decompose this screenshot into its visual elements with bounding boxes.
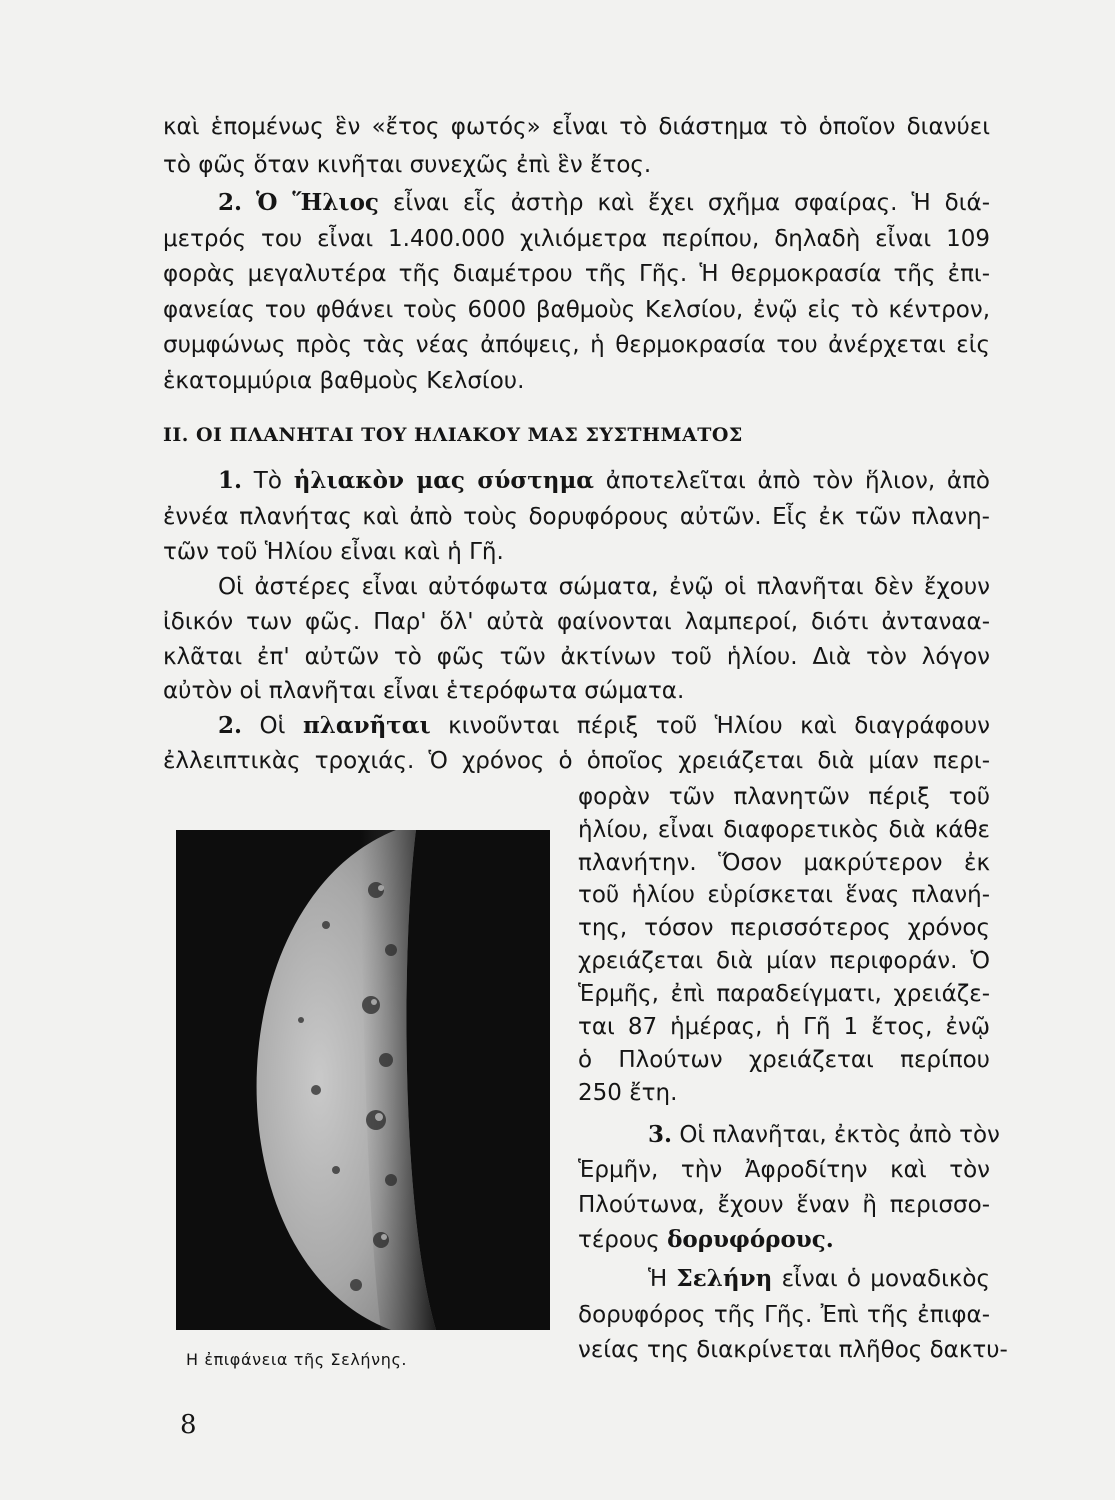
text-line: δορυφόρος τῆς Γῆς. Ἐπὶ τῆς ἐπιφα- bbox=[578, 1302, 990, 1328]
text-line: ἑκατομμύρια βαθμοὺς Κελσίου. bbox=[163, 368, 525, 394]
text-line: Ἑρμῆς, ἐπὶ παραδείγματι, χρειάζε- bbox=[578, 981, 990, 1007]
moon-paragraph-first-line bbox=[648, 1264, 990, 1294]
text-line: της, τόσον περισσότερος χρόνος bbox=[578, 915, 990, 941]
text-line: φορὰς μεγαλυτέρα τῆς διαμέτρου τῆς Γῆς. Ἡ θερμοκρασία τῆς ἐπι- bbox=[163, 261, 990, 287]
moon-photo bbox=[176, 830, 550, 1330]
section-number: 3. bbox=[648, 1121, 673, 1148]
planets-term: πλανῆται bbox=[302, 712, 431, 739]
text-line: φορὰν τῶν πλανητῶν πέριξ τοῦ bbox=[578, 784, 990, 810]
text-line: ἰδικόν των φῶς. Παρ' ὅλ' αὐτὰ φαίνονται λαμπεροί, διότι ἀνταναα- bbox=[163, 609, 990, 635]
section-heading: II. ΟΙ ΠΛΑΝΗΤΑΙ ΤΟΥ ΗΛΙΑΚΟΥ ΜΑΣ ΣΥΣΤΗΜΑΤΟΣ bbox=[163, 424, 743, 446]
text-span: τέρους bbox=[578, 1227, 660, 1253]
text-line: φανείας του φθάνει τοὺς 6000 βαθμοὺς Κελσίου, ἐνῷ εἰς τὸ κέντρον, bbox=[163, 297, 990, 323]
solar-system-term: ἡλιακὸν μας σύστημα bbox=[293, 467, 595, 494]
text-line: ὁ Πλούτων χρειάζεται περίπου bbox=[578, 1047, 990, 1073]
text-span: ἀποτελεῖται ἀπὸ τὸν ἥλιον, ἀπὸ bbox=[605, 468, 991, 494]
sun-term: Ὁ Ἥλιος bbox=[256, 189, 379, 216]
satellites-term: δορυφόρους. bbox=[667, 1226, 834, 1253]
text-line: Οἱ ἀστέρες εἶναι αὐτόφωτα σώματα, ἐνῷ οἱ πλανῆται δὲν ἔχουν bbox=[218, 574, 990, 600]
text-line bbox=[578, 1225, 990, 1255]
moon-illustration bbox=[176, 830, 550, 1330]
text-line: Πλούτωνα, ἔχουν ἕναν ἢ περισσο- bbox=[578, 1192, 990, 1218]
text-line: Ἑρμῆν, τὴν Ἀφροδίτην καὶ τὸν bbox=[578, 1157, 990, 1183]
figure-caption: Η ἐπιφάνεια τῆς Σελήνης. bbox=[186, 1350, 408, 1369]
text-line: μετρός του εἶναι 1.400.000 χιλιόμετρα περίπου, δηλαδὴ εἶναι 109 bbox=[163, 226, 990, 252]
text-span: Τὸ bbox=[253, 468, 282, 494]
text-span: Οἱ bbox=[259, 713, 286, 739]
text-line: νείας της διακρίνεται πλῆθος δακτυ- bbox=[578, 1337, 1008, 1363]
text-line: χρειάζεται διὰ μίαν περιφοράν. Ὁ bbox=[578, 948, 990, 974]
section-number: 2. bbox=[218, 712, 243, 739]
section-number: 2. bbox=[218, 189, 243, 216]
page-number: 8 bbox=[180, 1410, 197, 1440]
text-span: εἶναι ὁ μοναδικὸς bbox=[781, 1266, 991, 1292]
text-line: καὶ ἑπομένως ἓν «ἔτος φωτός» εἶναι τὸ διάστημα τὸ ὁποῖον διανύει bbox=[163, 114, 990, 140]
text-line: τοῦ ἡλίου εὑρίσκεται ἕνας πλανή- bbox=[578, 882, 990, 908]
solar-system-paragraph-first-line bbox=[218, 466, 990, 496]
section-number: 1. bbox=[218, 467, 243, 494]
text-line: τῶν τοῦ Ἡλίου εἶναι καὶ ἡ Γῆ. bbox=[163, 539, 504, 565]
text-span: κινοῦνται πέριξ τοῦ Ἡλίου καὶ διαγράφουν bbox=[448, 713, 990, 739]
sun-paragraph-first-line bbox=[218, 188, 990, 218]
text-span: Οἱ πλανῆται, ἐκτὸς ἀπὸ τὸν bbox=[679, 1122, 1000, 1148]
text-line: ἐλλειπτικὰς τροχιάς. Ὁ χρόνος ὁ ὁποῖος χρειάζεται διὰ μίαν περι- bbox=[163, 748, 990, 774]
text-line: ται 87 ἡμέρας, ἡ Γῆ 1 ἔτος, ἐνῷ bbox=[578, 1014, 990, 1040]
moon-term: Σελήνη bbox=[676, 1265, 773, 1292]
planets-paragraph-first-line bbox=[218, 711, 990, 741]
satellites-paragraph-first-line bbox=[648, 1120, 1000, 1150]
text-line: πλανήτην. Ὅσον μακρύτερον ἐκ bbox=[578, 850, 990, 876]
text-line: 250 ἔτη. bbox=[578, 1080, 678, 1106]
text-line: ἡλίου, εἶναι διαφορετικὸς διὰ κάθε bbox=[578, 817, 990, 843]
text-span: εἶναι εἷς ἀστὴρ καὶ ἔχει σχῆμα σφαίρας. Ἡ διά- bbox=[392, 190, 990, 216]
text-line: ἐννέα πλανήτας καὶ ἀπὸ τοὺς δορυφόρους αὐτῶν. Εἷς ἐκ τῶν πλανη- bbox=[163, 504, 990, 530]
text-span: Ἡ bbox=[648, 1266, 668, 1292]
text-line: κλᾶται ἐπ' αὐτῶν τὸ φῶς τῶν ἀκτίνων τοῦ ἡλίου. Διὰ τὸν λόγον bbox=[163, 644, 990, 670]
text-line: συμφώνως πρὸς τὰς νέας ἀπόψεις, ἡ θερμοκρασία του ἀνέρχεται εἰς bbox=[163, 332, 990, 358]
text-line: αὐτὸν οἱ πλανῆται εἶναι ἑτερόφωτα σώματα. bbox=[163, 678, 685, 704]
text-line: τὸ φῶς ὅταν κινῆται συνεχῶς ἐπὶ ἓν ἔτος. bbox=[163, 152, 652, 178]
